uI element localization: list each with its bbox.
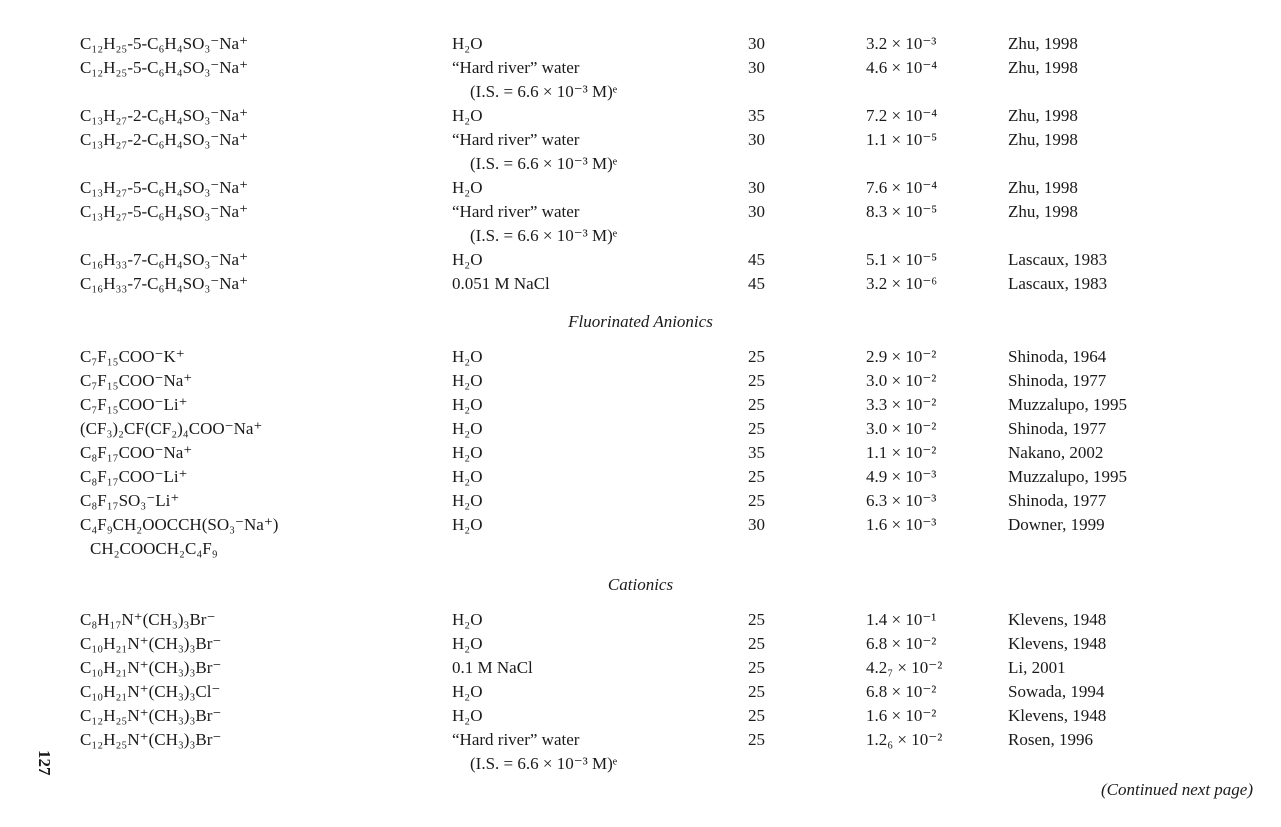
temperature-cell: 45 xyxy=(748,274,765,293)
table-row xyxy=(0,465,1281,489)
table-row xyxy=(0,272,1281,296)
table-row xyxy=(0,441,1281,465)
compound-cell: (CF₃)₂CF(CF₂)₄COO⁻Na⁺ xyxy=(80,419,263,438)
table-row xyxy=(0,632,1281,656)
reference-cell: Zhu, 1998 xyxy=(1008,58,1078,77)
cmc-cell: 7.6 × 10⁻⁴ xyxy=(866,178,938,197)
table-row xyxy=(0,417,1281,441)
section-title-cationics: Cationics xyxy=(607,575,674,594)
table-row xyxy=(0,513,1281,537)
solvent-cell: H₂O xyxy=(452,610,483,629)
cmc-cell: 1.1 × 10⁻² xyxy=(866,443,937,462)
solvent-cell-continued: (I.S. = 6.6 × 10⁻³ M)ᵉ xyxy=(470,154,618,173)
cmc-cell: 3.2 × 10⁻³ xyxy=(866,34,937,53)
temperature-cell: 25 xyxy=(748,730,765,749)
solvent-cell: H₂O xyxy=(452,347,483,366)
temperature-cell: 25 xyxy=(748,467,765,486)
section-title-fluorinated-anionics: Fluorinated Anionics xyxy=(568,312,713,331)
solvent-cell: “Hard river” water xyxy=(452,130,580,149)
compound-cell: C₈H₁₇N⁺(CH₃)₃Br⁻ xyxy=(80,610,216,629)
cmc-cell: 1.2₆ × 10⁻² xyxy=(866,730,943,749)
solvent-cell: H₂O xyxy=(452,682,483,701)
compound-cell: C₄F₉CH₂OOCCH(SO₃⁻Na⁺) xyxy=(80,515,279,534)
temperature-cell: 25 xyxy=(748,658,765,677)
cmc-cell: 4.2₇ × 10⁻² xyxy=(866,658,943,677)
compound-cell: C₁₃H₂₇-2-C₆H₄SO₃⁻Na⁺ xyxy=(80,106,249,125)
reference-cell: Shinoda, 1977 xyxy=(1008,419,1107,438)
solvent-cell: H₂O xyxy=(452,178,483,197)
reference-cell: Rosen, 1996 xyxy=(1008,730,1093,749)
compound-cell: C₁₀H₂₁N⁺(CH₃)₃Cl⁻ xyxy=(80,682,221,701)
compound-cell: C₁₃H₂₇-2-C₆H₄SO₃⁻Na⁺ xyxy=(80,130,249,149)
temperature-cell: 35 xyxy=(748,106,765,125)
temperature-cell: 25 xyxy=(748,491,765,510)
compound-cell: C₁₂H₂₅N⁺(CH₃)₃Br⁻ xyxy=(80,730,222,749)
temperature-cell: 35 xyxy=(748,443,765,462)
cmc-cell: 6.8 × 10⁻² xyxy=(866,634,937,653)
cmc-cell: 4.9 × 10⁻³ xyxy=(866,467,937,486)
table-row xyxy=(0,369,1281,393)
table-row-continuation xyxy=(0,80,1281,104)
cmc-cell: 6.8 × 10⁻² xyxy=(866,682,937,701)
compound-cell: C₈F₁₇SO₃⁻Li⁺ xyxy=(80,491,180,510)
reference-cell: Shinoda, 1977 xyxy=(1008,371,1107,390)
reference-cell: Downer, 1999 xyxy=(1008,515,1105,534)
table-row xyxy=(0,393,1281,417)
reference-cell: Zhu, 1998 xyxy=(1008,106,1078,125)
table-row xyxy=(0,200,1281,224)
temperature-cell: 25 xyxy=(748,419,765,438)
table-row xyxy=(0,128,1281,152)
temperature-cell: 25 xyxy=(748,634,765,653)
cmc-cell: 2.9 × 10⁻² xyxy=(866,347,937,366)
solvent-cell: H₂O xyxy=(452,419,483,438)
temperature-cell: 30 xyxy=(748,515,765,534)
compound-cell: C₁₂H₂₅N⁺(CH₃)₃Br⁻ xyxy=(80,706,222,725)
reference-cell: Zhu, 1998 xyxy=(1008,202,1078,221)
solvent-cell: H₂O xyxy=(452,706,483,725)
temperature-cell: 30 xyxy=(748,178,765,197)
solvent-cell: H₂O xyxy=(452,250,483,269)
table-row-continuation xyxy=(0,752,1281,776)
table-row xyxy=(0,104,1281,128)
cmc-cell: 1.1 × 10⁻⁵ xyxy=(866,130,938,149)
solvent-cell: “Hard river” water xyxy=(452,58,580,77)
table-row-continuation xyxy=(0,152,1281,176)
reference-cell: Shinoda, 1964 xyxy=(1008,347,1107,366)
temperature-cell: 25 xyxy=(748,371,765,390)
table-row xyxy=(0,56,1281,80)
solvent-cell: 0.1 M NaCl xyxy=(452,658,533,677)
cmc-cell: 3.2 × 10⁻⁶ xyxy=(866,274,938,293)
solvent-cell: “Hard river” water xyxy=(452,202,580,221)
solvent-cell: 0.051 M NaCl xyxy=(452,274,550,293)
reference-cell: Klevens, 1948 xyxy=(1008,706,1107,725)
cmc-cell: 1.4 × 10⁻¹ xyxy=(866,610,937,629)
compound-cell: C₁₀H₂₁N⁺(CH₃)₃Br⁻ xyxy=(80,634,222,653)
reference-cell: Zhu, 1998 xyxy=(1008,178,1078,197)
temperature-cell: 25 xyxy=(748,682,765,701)
compound-cell: C₁₃H₂₇-5-C₆H₄SO₃⁻Na⁺ xyxy=(80,178,249,197)
cmc-cell: 6.3 × 10⁻³ xyxy=(866,491,937,510)
solvent-cell: H₂O xyxy=(452,515,483,534)
solvent-cell-continued: (I.S. = 6.6 × 10⁻³ M)ᵉ xyxy=(470,754,618,773)
solvent-cell: “Hard river” water xyxy=(452,730,580,749)
temperature-cell: 25 xyxy=(748,610,765,629)
table-row xyxy=(0,32,1281,56)
temperature-cell: 30 xyxy=(748,58,765,77)
reference-cell: Klevens, 1948 xyxy=(1008,610,1107,629)
cmc-cell: 3.0 × 10⁻² xyxy=(866,371,937,390)
reference-cell: Lascaux, 1983 xyxy=(1008,274,1108,293)
continued-note: (Continued next page) xyxy=(1100,780,1253,799)
compound-cell: C₇F₁₅COO⁻Li⁺ xyxy=(80,395,188,414)
cmc-cell: 7.2 × 10⁻⁴ xyxy=(866,106,938,125)
cmc-cell: 1.6 × 10⁻³ xyxy=(866,515,937,534)
temperature-cell: 30 xyxy=(748,130,765,149)
table-row xyxy=(0,656,1281,680)
cmc-cell: 8.3 × 10⁻⁵ xyxy=(866,202,938,221)
table-row xyxy=(0,704,1281,728)
compound-cell: C₁₆H₃₃-7-C₆H₄SO₃⁻Na⁺ xyxy=(80,274,249,293)
solvent-cell: H₂O xyxy=(452,634,483,653)
cmc-cell: 3.0 × 10⁻² xyxy=(866,419,937,438)
temperature-cell: 30 xyxy=(748,34,765,53)
compound-cell: C₁₂H₂₅-5-C₆H₄SO₃⁻Na⁺ xyxy=(80,34,249,53)
solvent-cell: H₂O xyxy=(452,491,483,510)
table-row-continuation xyxy=(0,537,1281,561)
reference-cell: Klevens, 1948 xyxy=(1008,634,1107,653)
solvent-cell: H₂O xyxy=(452,467,483,486)
solvent-cell: H₂O xyxy=(452,395,483,414)
table-row xyxy=(0,608,1281,632)
table-row-continuation xyxy=(0,224,1281,248)
solvent-cell: H₂O xyxy=(452,443,483,462)
table-row xyxy=(0,345,1281,369)
solvent-cell: H₂O xyxy=(452,371,483,390)
reference-cell: Nakano, 2002 xyxy=(1008,443,1104,462)
compound-cell: C₈F₁₇COO⁻Na⁺ xyxy=(80,443,193,462)
cmc-cell: 1.6 × 10⁻² xyxy=(866,706,937,725)
solvent-cell-continued: (I.S. = 6.6 × 10⁻³ M)ᵉ xyxy=(470,82,618,101)
reference-cell: Zhu, 1998 xyxy=(1008,34,1078,53)
temperature-cell: 45 xyxy=(748,250,765,269)
table-row xyxy=(0,728,1281,752)
cmc-cell: 3.3 × 10⁻² xyxy=(866,395,937,414)
solvent-cell: H₂O xyxy=(452,106,483,125)
table-row xyxy=(0,680,1281,704)
reference-cell: Sowada, 1994 xyxy=(1008,682,1105,701)
page-number: 127 xyxy=(35,750,54,776)
cmc-cell: 4.6 × 10⁻⁴ xyxy=(866,58,938,77)
compound-cell: C₁₂H₂₅-5-C₆H₄SO₃⁻Na⁺ xyxy=(80,58,249,77)
reference-cell: Muzzalupo, 1995 xyxy=(1008,395,1127,414)
compound-cell: C₁₀H₂₁N⁺(CH₃)₃Br⁻ xyxy=(80,658,222,677)
solvent-cell-continued: (I.S. = 6.6 × 10⁻³ M)ᵉ xyxy=(470,226,618,245)
solvent-cell: H₂O xyxy=(452,34,483,53)
reference-cell: Muzzalupo, 1995 xyxy=(1008,467,1127,486)
compound-cell: C₇F₁₅COO⁻Na⁺ xyxy=(80,371,193,390)
compound-cell: C₈F₁₇COO⁻Li⁺ xyxy=(80,467,188,486)
temperature-cell: 25 xyxy=(748,706,765,725)
cmc-cell: 5.1 × 10⁻⁵ xyxy=(866,250,938,269)
table-row xyxy=(0,176,1281,200)
temperature-cell: 30 xyxy=(748,202,765,221)
table-row xyxy=(0,248,1281,272)
reference-cell: Shinoda, 1977 xyxy=(1008,491,1107,510)
temperature-cell: 25 xyxy=(748,395,765,414)
compound-cell-continued: CH₂COOCH₂C₄F₉ xyxy=(90,539,218,558)
compound-cell: C₁₃H₂₇-5-C₆H₄SO₃⁻Na⁺ xyxy=(80,202,249,221)
reference-cell: Lascaux, 1983 xyxy=(1008,250,1108,269)
temperature-cell: 25 xyxy=(748,347,765,366)
reference-cell: Zhu, 1998 xyxy=(1008,130,1078,149)
table-row xyxy=(0,489,1281,513)
compound-cell: C₁₆H₃₃-7-C₆H₄SO₃⁻Na⁺ xyxy=(80,250,249,269)
reference-cell: Li, 2001 xyxy=(1008,658,1066,677)
compound-cell: C₇F₁₅COO⁻K⁺ xyxy=(80,347,185,366)
